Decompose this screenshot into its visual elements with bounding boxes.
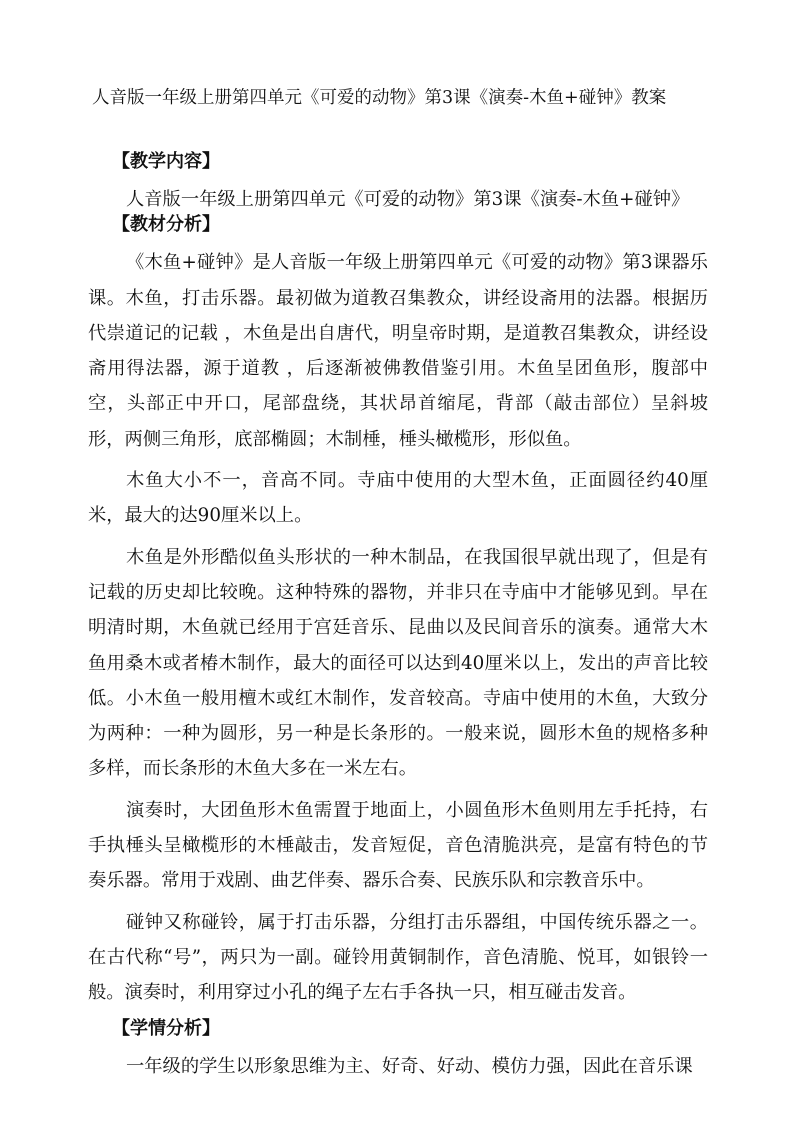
material-paragraph: 《木鱼+碰钟》是人音版一年级上册第四单元《可爱的动物》第3课器乐课。木鱼，打击乐器。最初做为道教召集教众，讲经设斋用的法器。根据历代崇道记的记载 ，木鱼是出自唐代，明皇帝时期，是道教召集教众，讲经设斋用得法器，源于道教 ，后逐渐被佛教借鉴引用。木鱼呈团鱼形，腹部中空，头部正中开口，尾部盘绕，其状昂首缩尾，背部（敲击部位）呈斜坡形，两侧三角形，底部椭圆；木制棰，棰头橄榄形，形似鱼。 (88, 252, 708, 450)
section-heading-teaching-content: 【教学内容】 (112, 151, 220, 172)
material-paragraph: 木鱼是外形酷似鱼头形状的一种木制品，在我国很早就出现了，但是有记载的历史却比较晚。这种特殊的器物，并非只在寺庙中才能够见到。早在明清时期，木鱼就已经用于宫廷音乐、昆曲以及民间音乐的演奏。通常大木鱼用桑木或者椿木制作，最大的面径可以达到40厘米以上，发出的声音比较低。小木鱼一般用檀木或红木制作，发音较高。寺庙中使用的木鱼，大致分为两种：一种为圆形，另一种是长条形的。一般来说，圆形木鱼的规格多种多样，而长条形的木鱼大多在一米左右。 (88, 546, 708, 780)
material-paragraph: 木鱼大小不一，音高不同。寺庙中使用的大型木鱼，正面圆径约40厘米，最大的达90厘米以上。 (88, 470, 708, 527)
material-paragraph: 碰钟又称碰铃，属于打击乐器，分组打击乐器组，中国传统乐器之一。在古代称“号”，两只为一副。碰铃用黄铜制作，音色清脆、悦耳，如银铃一般。演奏时，利用穿过小孔的绳子左右手各执一只，相互碰击发音。 (88, 911, 708, 1004)
material-paragraph: 演奏时，大团鱼形木鱼需置于地面上，小圆鱼形木鱼则用左手托持，右手执棰头呈橄榄形的木棰敲击，发音短促，音色清脆洪亮，是富有特色的节奏乐器。常用于戏剧、曲艺伴奏、器乐合奏、民族乐队和宗教音乐中。 (88, 799, 708, 892)
document-body (88, 150, 708, 1084)
document-title: 人音版一年级上册第四单元《可爱的动物》第3课《演奏-木鱼+碰钟》教案 (92, 88, 667, 108)
teaching-content-text: 人音版一年级上册第四单元《可爱的动物》第3课《演奏-木鱼+碰钟》 (126, 189, 690, 210)
section-heading-student-analysis: 【学情分析】 (112, 1017, 220, 1039)
student-analysis-text: 一年级的学生以形象思维为主、好奇、好动、模仿力强，因此在音乐课 (126, 1055, 693, 1077)
section-heading-material-analysis: 【教材分析】 (112, 214, 220, 236)
